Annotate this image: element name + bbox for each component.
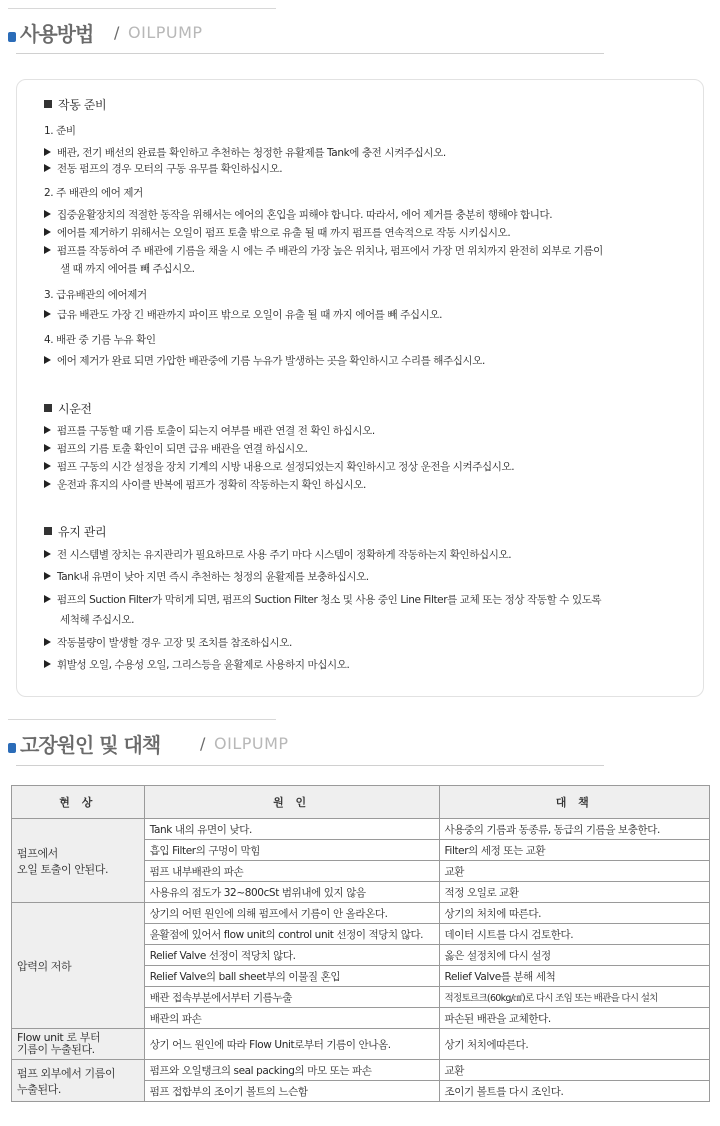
section-title: 사용방법 <box>20 22 94 46</box>
cause-cell: Tank 내의 유면이 낮다. <box>144 819 439 840</box>
square-bullet-icon <box>44 527 52 535</box>
triangle-bullet-icon <box>44 210 51 218</box>
prep-step3-title: 3. 급유배관의 에어제거 <box>44 289 147 301</box>
triangle-bullet-icon <box>44 480 51 488</box>
prep-heading: 작동 준비 <box>44 96 106 113</box>
prep-step2-bullet-cont: 샐 때 까지 에어를 빼 주십시오. <box>60 263 195 275</box>
remedy-cell: 조이기 볼트를 다시 조인다. <box>439 1081 709 1102</box>
remedy-cell: 적정토르크(60kg/㎠)로 다시 조임 또는 배관을 다시 설치 <box>439 987 709 1008</box>
symptom-cell <box>12 1060 145 1102</box>
remedy-cell: 상기 처치에따른다. <box>439 1029 709 1060</box>
maint-bullet: Tank내 유면이 낮아 지면 즉시 추천하는 청정의 윤활제를 보충하십시오. <box>44 569 369 584</box>
remedy-cell: 적정 오일로 교환 <box>439 882 709 903</box>
header-top-rule <box>8 719 276 720</box>
section-header-usage <box>0 0 720 60</box>
section-slash: / <box>200 734 206 753</box>
prep-step1-bullet: 전동 펌프의 경우 모터의 구동 유무를 확인하십시오. <box>44 161 282 176</box>
maint-bullet: 작동불량이 발생할 경우 고장 및 조치를 참조하십시오. <box>44 635 292 650</box>
symptom-line: 펌프 외부에서 기름이 <box>17 1066 116 1080</box>
cause-cell: 상기의 어떤 원인에 의해 펌프에서 기름이 안 올라온다. <box>144 903 439 924</box>
trial-bullet: 펌프를 구동할 때 기름 토출이 되는지 여부를 배관 연결 전 확인 하십시오. <box>44 423 375 438</box>
square-bullet-icon <box>44 100 52 108</box>
triangle-bullet-icon <box>44 228 51 236</box>
remedy-cell: Relief Valve를 분해 세척 <box>439 966 709 987</box>
cause-cell: 배관의 파손 <box>144 1008 439 1029</box>
table-row <box>12 1029 710 1060</box>
prep-step2-bullet: 에어를 제거하기 위해서는 오일이 펌프 토출 밖으로 유출 될 때 까지 펌프를 연속적으로 작동 시키십시오. <box>44 225 510 240</box>
maint-bullet: 전 시스템별 장치는 유지관리가 필요하므로 사용 주기 마다 시스템이 정확하게 작동하는지 확인하십시오. <box>44 547 511 562</box>
remedy-cell: 데이터 시트를 다시 검토한다. <box>439 924 709 945</box>
cause-cell: 펌프 접합부의 조이기 볼트의 느슨함 <box>144 1081 439 1102</box>
prep-step2-title: 2. 주 배관의 에어 제거 <box>44 187 143 199</box>
header-bottom-rule <box>16 53 604 54</box>
square-bullet-icon <box>44 404 52 412</box>
section-bullet-icon <box>8 743 16 753</box>
prep-step4-title: 4. 배관 중 기름 누유 확인 <box>44 334 156 346</box>
triangle-bullet-icon <box>44 356 51 364</box>
symptom-line: 펌프에서 <box>17 846 58 860</box>
prep-step3-bullet: 급유 배관도 가장 긴 배관까지 파이프 밖으로 오일이 유출 될 때 까지 에어를 빼 주십시오. <box>44 307 442 322</box>
prep-step2-bullet: 펌프를 작동하여 주 배관에 기름을 채울 시 에는 주 배관의 가장 높은 위치나, 펌프에서 가장 먼 위치까지 완전히 외부로 기름이 <box>44 243 603 258</box>
symptom-cell <box>12 819 145 903</box>
cause-cell: 펌프와 오일탱크의 seal packing의 마모 또는 파손 <box>144 1060 439 1081</box>
column-header-symptom: 현 상 <box>12 786 145 819</box>
trial-bullet: 운전과 휴지의 사이클 반복에 펌프가 정확히 작동하는지 확인 하십시오. <box>44 477 366 492</box>
triangle-bullet-icon <box>44 638 51 646</box>
maint-heading: 유지 관리 <box>44 523 106 540</box>
symptom-line: 압력의 저하 <box>17 959 72 973</box>
section-subtitle: OILPUMP <box>214 734 289 753</box>
symptom-line: 오일 토출이 안된다. <box>17 862 109 876</box>
column-header-cause: 원 인 <box>144 786 439 819</box>
triangle-bullet-icon <box>44 164 51 172</box>
triangle-bullet-icon <box>44 572 51 580</box>
symptom-cell <box>12 903 145 1029</box>
triangle-bullet-icon <box>44 310 51 318</box>
maint-bullet: 펌프의 Suction Filter가 막히게 되면, 펌프의 Suction Filter 청소 및 사용 중인 Line Filter를 교체 또는 정상 작동할 수 있도록 <box>44 592 601 607</box>
cause-cell: 펌프 내부배관의 파손 <box>144 861 439 882</box>
table-row <box>12 903 710 924</box>
symptom-line: 기름이 누출된다. <box>17 1043 95 1056</box>
table-row <box>12 1060 710 1081</box>
maint-bullet: 휘발성 오일, 수용성 오일, 그리스등을 윤활제로 사용하지 마십시오. <box>44 657 349 672</box>
table-row <box>12 819 710 840</box>
remedy-cell: 옳은 설정치에 다시 설정 <box>439 945 709 966</box>
triangle-bullet-icon <box>44 550 51 558</box>
prep-step1-title: 1. 준비 <box>44 125 76 137</box>
cause-cell: Relief Valve의 ball sheet부의 이물질 혼입 <box>144 966 439 987</box>
trial-bullet: 펌프의 기름 토출 확인이 되면 급유 배관을 연결 하십시오. <box>44 441 308 456</box>
triangle-bullet-icon <box>44 660 51 668</box>
triangle-bullet-icon <box>44 246 51 254</box>
remedy-cell: 상기의 처치에 따른다. <box>439 903 709 924</box>
cause-cell: 상기 어느 원인에 따라 Flow Unit로부터 기름이 안나옴. <box>144 1029 439 1060</box>
triangle-bullet-icon <box>44 444 51 452</box>
remedy-cell: 사용중의 기름과 동종류, 동급의 기름을 보충한다. <box>439 819 709 840</box>
header-top-rule <box>8 8 276 9</box>
prep-step4-bullet: 에어 제거가 완료 되면 가압한 배관중에 기름 누유가 발생하는 곳을 확인하시고 수리를 해주십시오. <box>44 353 485 368</box>
triangle-bullet-icon <box>44 426 51 434</box>
symptom-line: 누출된다. <box>17 1082 62 1096</box>
symptom-cell <box>12 1029 145 1060</box>
cause-cell: 배관 접속부분에서부터 기름누출 <box>144 987 439 1008</box>
section-title: 고장원인 및 대책 <box>20 733 161 757</box>
remedy-cell: 파손된 배관을 교체한다. <box>439 1008 709 1029</box>
cause-cell: Relief Valve 선정이 적당치 않다. <box>144 945 439 966</box>
triangle-bullet-icon <box>44 148 51 156</box>
trial-bullet: 펌프 구동의 시간 설정을 장치 기계의 시방 내용으로 설정되었는지 확인하시고 정상 운전을 시켜주십시오. <box>44 459 514 474</box>
section-slash: / <box>114 23 120 42</box>
section-header-troubleshooting <box>0 711 720 771</box>
maint-bullet-cont: 세척해 주십시오. <box>60 614 135 626</box>
column-header-remedy: 대 책 <box>439 786 709 819</box>
cause-cell: 사용유의 점도가 32~800cSt 범위내에 있지 않음 <box>144 882 439 903</box>
cause-cell: 흡입 Filter의 구멍이 막힘 <box>144 840 439 861</box>
remedy-cell: 교환 <box>439 1060 709 1081</box>
prep-step2-bullet: 집중윤활장치의 적절한 동작을 위해서는 에어의 혼입을 피해야 합니다. 따라서, 에어 제거를 충분히 행해야 합니다. <box>44 207 552 222</box>
remedy-cell: Filter의 세정 또는 교환 <box>439 840 709 861</box>
symptom-line: Flow unit 로 부터 <box>17 1031 101 1044</box>
cause-cell: 윤활점에 있어서 flow unit의 control unit 선정이 적당치 않다. <box>144 924 439 945</box>
remedy-cell: 교환 <box>439 861 709 882</box>
triangle-bullet-icon <box>44 595 51 603</box>
section-subtitle: OILPUMP <box>128 23 203 42</box>
prep-step1-bullet: 배관, 전기 배선의 완료를 확인하고 추천하는 청정한 유활제를 Tank에 충전 시켜주십시오. <box>44 145 446 160</box>
troubleshooting-table <box>11 785 710 1102</box>
trial-heading: 시운전 <box>44 400 92 417</box>
header-bottom-rule <box>16 765 604 766</box>
table-header-row <box>12 786 710 819</box>
triangle-bullet-icon <box>44 462 51 470</box>
section-bullet-icon <box>8 32 16 42</box>
